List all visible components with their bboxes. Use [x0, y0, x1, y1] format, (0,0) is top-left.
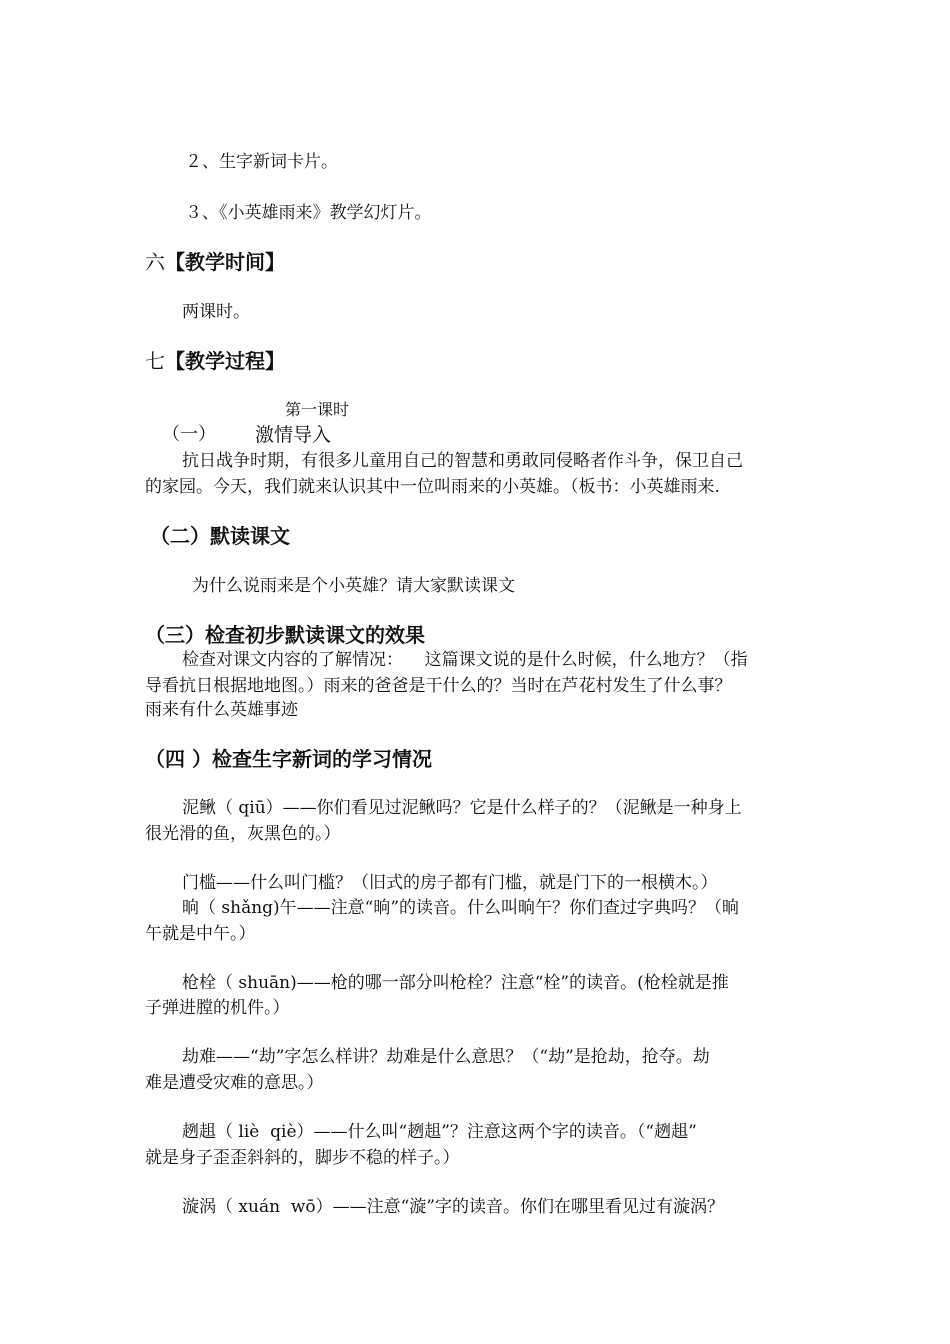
- vocab-menkan-line-1: 门槛——什么叫门槛？（旧式的房子都有门槛，就是门下的一根横木。）: [182, 873, 718, 893]
- vocab-jienan-line-2: 难是遭受灾难的意思。）: [145, 1073, 324, 1093]
- section-7-number: 七: [145, 349, 165, 373]
- part-3-line-1: 检查对课文内容的了解情况： 这篇课文说的是什么时候，什么地方？（指: [182, 650, 748, 670]
- vocab-niqiu-line-2: 很光滑的鱼，灰黑色的。）: [145, 824, 341, 844]
- vocab-jienan-line-1: 劫难——“劫”字怎么样讲？劫难是什么意思？（“劫”是抢劫，抢夺。劫: [182, 1047, 710, 1067]
- section-7-heading: [145, 349, 285, 373]
- vocab-niqiu-line-1: 泥鳅（ qiū）——你们看见过泥鳅吗？它是什么样子的？（泥鳅是一种身上: [182, 798, 742, 818]
- part-1-line-1: 抗日战争时期，有很多儿童用自己的智慧和勇敢同侵略者作斗争，保卫自己: [182, 451, 743, 471]
- part-2-title: （二）默读课文: [150, 524, 290, 548]
- part-3-title: （三）检查初步默读课文的效果: [145, 623, 425, 647]
- vocab-shangwu-line-2: 午就是中午。）: [145, 924, 256, 944]
- part-3-line-2: 导看抗日根据地地图。）雨来的爸爸是干什么的？当时在芦花村发生了什么事？: [145, 676, 732, 696]
- section-6-number: 六: [145, 250, 165, 274]
- section-6-body: 两课时。: [182, 302, 250, 322]
- part-2-body: 为什么说雨来是个小英雄？请大家默读课文: [192, 576, 515, 596]
- part-1-label: （一）: [162, 424, 216, 445]
- part-1-title: 激情导入: [255, 424, 332, 446]
- vocab-xuanwo-line-1: 漩涡（ xuán wō）——注意“漩”字的读音。你们在哪里看见过有漩涡？: [182, 1197, 724, 1217]
- vocab-qiangshuan-line-1: 枪栓（ shuān)——枪的哪一部分叫枪栓？注意“栓”的读音。(枪栓就是推: [182, 973, 729, 993]
- section-6-heading: [145, 250, 285, 274]
- vocab-lieqie-line-1: 趔趄（ liè qiè）——什么叫“趔趄”？注意这两个字的读音。（“趔趄”: [182, 1122, 697, 1142]
- section-6-title: 【教学时间】: [165, 250, 285, 274]
- lesson-title: 第一课时: [285, 400, 350, 419]
- vocab-lieqie-line-2: 就是身子歪歪斜斜的，脚步不稳的样子。）: [145, 1148, 460, 1168]
- section-7-title: 【教学过程】: [165, 349, 285, 373]
- part-1-line-2: 的家园。今天，我们就来认识其中一位叫雨来的小英雄。（板书：小英雄雨来.: [145, 477, 720, 497]
- material-item-3: ３、《小英雄雨来》教学幻灯片。: [185, 203, 432, 223]
- vocab-qiangshuan-line-2: 子弹进膛的机件。）: [145, 998, 290, 1018]
- material-item-2: ２、生字新词卡片。: [185, 152, 338, 172]
- vocab-shangwu-line-1: 晌（ shǎng)午——注意“晌”的读音。什么叫晌午？你们查过字典吗？（晌: [182, 898, 740, 918]
- part-3-line-3: 雨来有什么英雄事迹: [145, 700, 298, 720]
- part-4-title: （四 ）检查生字新词的学习情况: [145, 747, 432, 771]
